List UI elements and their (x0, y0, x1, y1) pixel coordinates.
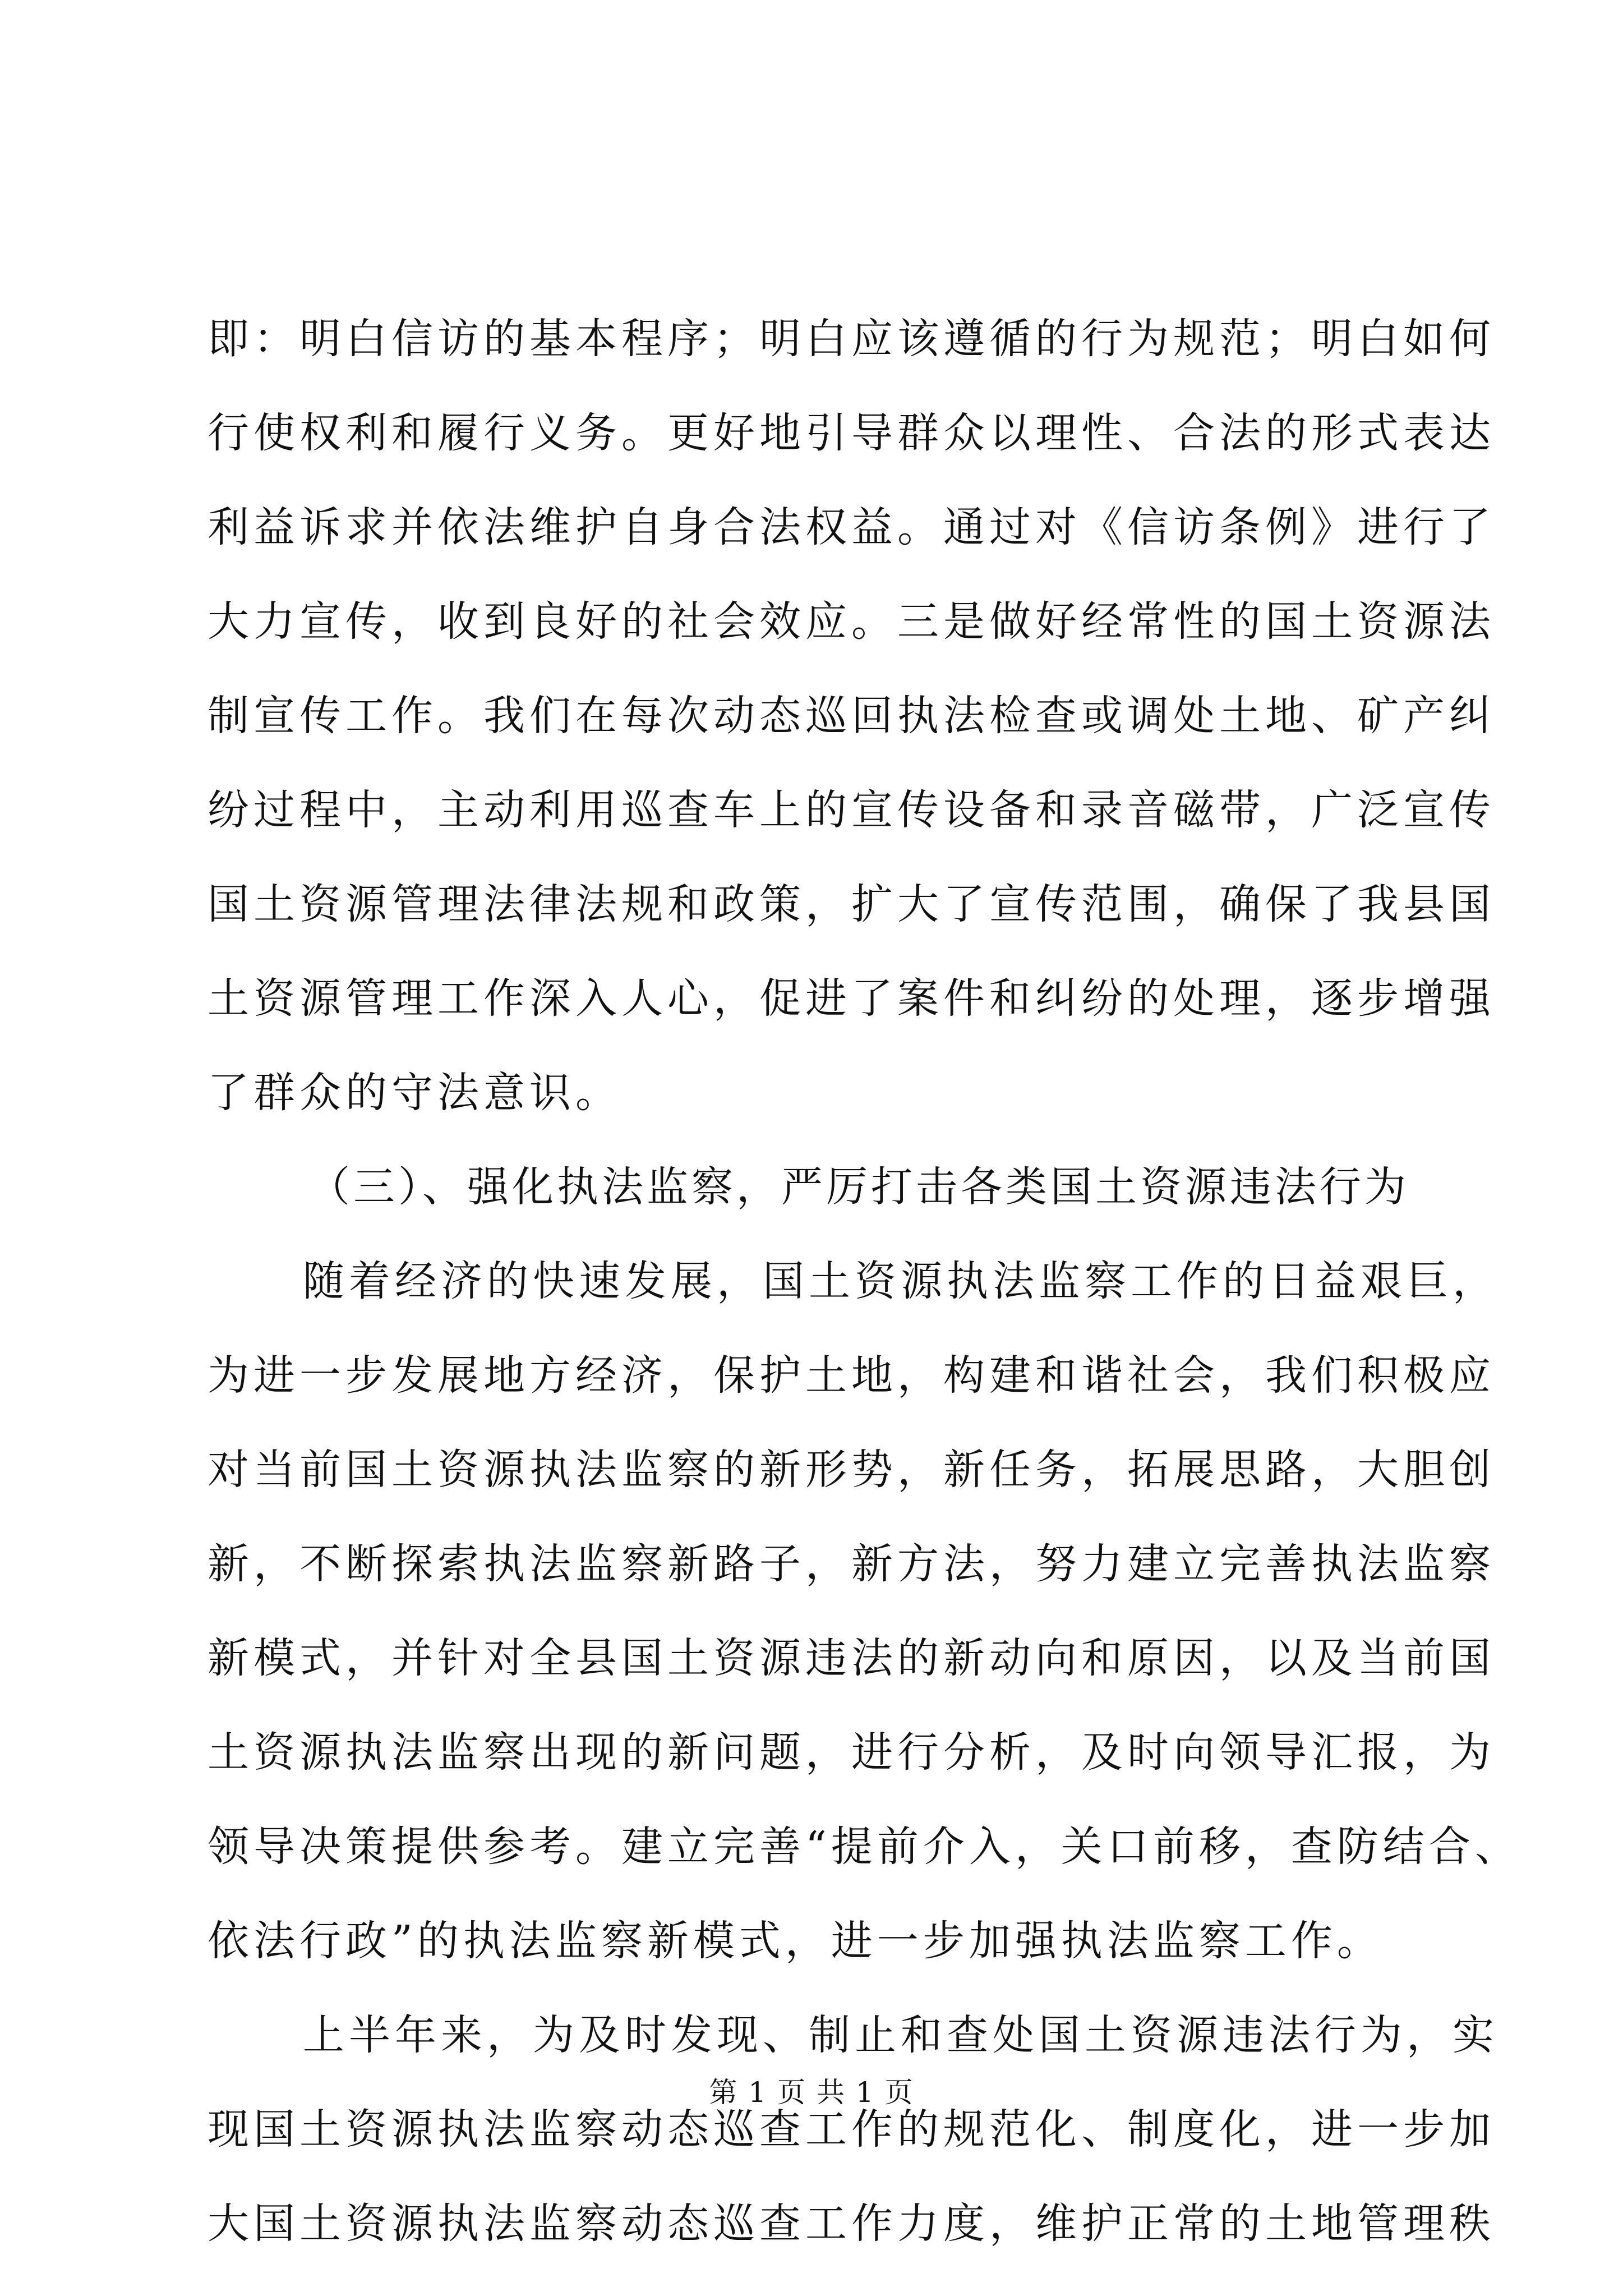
document-body (208, 292, 1521, 2271)
text-line: 现国土资源执法监察动态巡查工作的规范化、制度化，进一步加 (208, 2105, 1495, 2154)
text-line: 了群众的守法意识。 (208, 1069, 621, 1117)
text-line: 利益诉求并依法维护自身合法权益。通过对《信访条例》进行了 (208, 503, 1495, 551)
text-line: 依法行政”的执法监察新模式，进一步加强执法监察工作。 (208, 1917, 1383, 1965)
text-line: 行使权利和履行义务。更好地引导群众以理性、合法的形式表达 (208, 409, 1495, 457)
text-line: 对当前国土资源执法监察的新形势，新任务，拓展思路，大胆创 (208, 1446, 1495, 1494)
page-footer: 第 1 页 共 1 页 (709, 2076, 914, 2109)
text-line: 领导决策提供参考。建立完善“提前介入，关口前移，查防结合、 (208, 1823, 1521, 1871)
text-line: 上半年来，为及时发现、制止和查处国土资源违法行为，实 (303, 2011, 1498, 2059)
text-line: 大国土资源执法监察动态巡查工作力度，维护正常的土地管理秩 (208, 2200, 1495, 2248)
text-line: 国土资源管理法律法规和政策，扩大了宣传范围，确保了我县国 (208, 880, 1495, 928)
text-line: 制宣传工作。我们在每次动态巡回执法检查或调处土地、矿产纠 (208, 692, 1495, 740)
text-line: 新模式，并针对全县国土资源违法的新动向和原因，以及当前国 (208, 1634, 1495, 1682)
text-line: 纷过程中，主动利用巡查车上的宣传设备和录音磁带，广泛宣传 (208, 786, 1495, 834)
text-line: 土资源管理工作深入人心，促进了案件和纠纷的处理，逐步增强 (208, 974, 1495, 1023)
text-line: 即：明白信访的基本程序；明白应该遵循的行为规范；明白如何 (208, 315, 1495, 363)
text-line: 新，不断探索执法监察新路子，新方法，努力建立完善执法监察 (208, 1540, 1495, 1588)
text-line: 土资源执法监察出现的新问题，进行分析，及时向领导汇报，为 (208, 1728, 1495, 1777)
text-line: 大力宣传，收到良好的社会效应。三是做好经常性的国土资源法 (208, 597, 1495, 646)
text-line: 随着经济的快速发展，国土资源执法监察工作的日益艰巨， (303, 1257, 1498, 1305)
text-line: 为进一步发展地方经济，保护土地，构建和谐社会，我们积极应 (208, 1351, 1495, 1400)
section-heading: （三）、强化执法监察，严厉打击各类国土资源违法行为 (308, 1163, 1409, 1211)
